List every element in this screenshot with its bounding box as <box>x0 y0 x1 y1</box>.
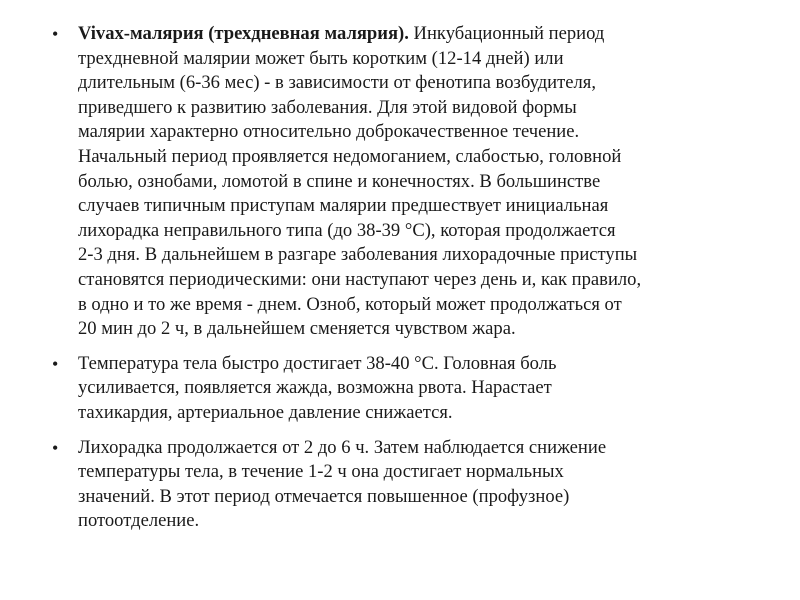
text-line: трехдневной малярии может быть коротким (12-14 дней) или <box>78 47 564 69</box>
text-line: 2-3 дня. В дальнейшем в разгаре заболевания лихорадочные приступы <box>78 244 638 266</box>
bullet-dot-icon: • <box>52 353 59 374</box>
bullet-dot-icon: • <box>52 24 59 44</box>
text-line: лихорадка неправильного типа (до 38-39 °С), которая продолжается <box>78 219 616 241</box>
text-line: случаев типичным приступам малярии предшествует инициальная <box>78 195 609 217</box>
text-line: длительным (6-36 мес) - в зависимости от фенотипа возбудителя, <box>78 72 596 94</box>
text-line: Температура тела быстро достигает 38-40 °С. Головная боль <box>78 352 557 374</box>
text-line: усиливается, появляется жажда, возможна рвота. Нарастает <box>78 377 552 399</box>
text-line: потоотделение. <box>78 510 200 532</box>
text-line: болью, ознобами, ломотой в спине и конечностях. В большинстве <box>78 170 601 192</box>
bullet-item-temperature <box>46 352 760 426</box>
bullet-lead: Vivax-малярия (трехдневная малярия). <box>78 23 409 44</box>
text-line: приведшего к развитию заболевания. Для этой видовой формы <box>78 96 577 118</box>
text-line: становятся периодическими: они наступают через день и, как правило, <box>78 268 642 290</box>
text-line: в одно и то же время - днем. Озноб, который может продолжаться от <box>78 293 622 315</box>
bullet-dot-icon: • <box>52 437 59 458</box>
text-line: Лихорадка продолжается от 2 до 6 ч. Затем наблюдается снижение <box>78 436 607 458</box>
text-line: малярии характерно относительно доброкачественное течение. <box>78 121 580 143</box>
text-line: Начальный период проявляется недомоганием, слабостью, головной <box>78 145 622 167</box>
bullet-item-vivax <box>46 22 760 342</box>
text-line: тахикардия, артериальное давление снижается. <box>78 401 453 423</box>
text-line: температуры тела, в течение 1-2 ч она достигает нормальных <box>78 461 564 483</box>
bullet-list <box>46 22 760 534</box>
text-line: значений. В этот период отмечается повышенное (профузное) <box>78 485 570 507</box>
bullet-item-fever-duration <box>46 436 760 534</box>
text-line: 20 мин до 2 ч, в дальнейшем сменяется чувством жара. <box>78 318 516 340</box>
text-fragment: Инкубационный период <box>413 23 605 44</box>
text-line <box>78 22 760 47</box>
